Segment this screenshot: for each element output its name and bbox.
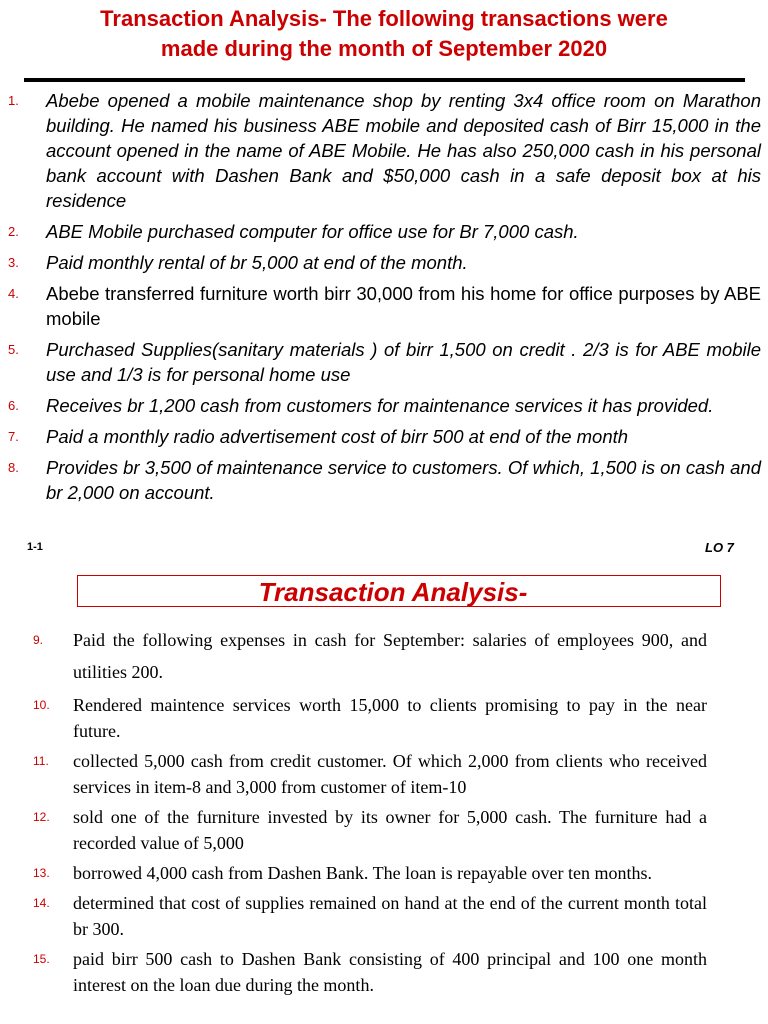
list-item (0, 804, 768, 856)
transaction-list-1 (0, 88, 768, 511)
item-number: 1. (8, 93, 19, 108)
list-item (0, 455, 768, 505)
list-item (0, 624, 768, 688)
item-text: determined that cost of supplies remained on hand at the end of the current month total br 300. (73, 893, 707, 939)
list-item (0, 748, 768, 800)
learning-objective-label: LO 7 (705, 540, 734, 555)
item-text: sold one of the furniture invested by its owner for 5,000 cash. The furniture had a recorded value of 5,000 (73, 807, 707, 853)
item-number: 14. (33, 896, 50, 910)
title-divider (24, 78, 745, 82)
item-text: Rendered maintence services worth 15,000 to clients promising to pay in the near future. (73, 695, 707, 741)
item-text: Purchased Supplies(sanitary materials ) of birr 1,500 on credit . 2/3 is for ABE mobile use and 1/3 is for personal home use (46, 339, 761, 385)
slide-number: 1-1 (27, 541, 43, 553)
list-item (0, 88, 768, 213)
item-number: 9. (33, 633, 44, 647)
item-number: 5. (8, 342, 19, 357)
page-title (0, 4, 768, 64)
item-number: 11. (33, 754, 49, 768)
page-title-line2: made during the month of September 2020 (160, 36, 608, 61)
item-text: Abebe opened a mobile maintenance shop by renting 3x4 office room on Marathon building. He named his business ABE mobile and deposited cash of Birr 15,000 in the account opened in the name of ABE Mobile. He has also 250,000 cash in his personal bank account with Dashen Bank and $50,000 cash in a safe deposit box at his residence (46, 90, 761, 211)
item-number: 13. (33, 866, 50, 880)
list-item (0, 281, 768, 331)
list-item (0, 860, 768, 886)
item-number: 12. (33, 810, 50, 824)
item-number: 10. (33, 698, 50, 712)
list-item (0, 393, 768, 418)
list-item (0, 219, 768, 244)
item-number: 15. (33, 952, 50, 966)
item-text: borrowed 4,000 cash from Dashen Bank. The loan is repayable over ten months. (73, 863, 653, 883)
item-text: collected 5,000 cash from credit customer. Of which 2,000 from clients who received services in item-8 and 3,000 from customer of item-10 (73, 751, 707, 797)
item-number: 6. (8, 398, 19, 413)
item-text: Receives br 1,200 cash from customers for maintenance services it has provided. (46, 395, 714, 416)
item-number: 7. (8, 429, 19, 444)
item-text: paid birr 500 cash to Dashen Bank consisting of 400 principal and 100 one month interest on the loan due during the month. (73, 949, 707, 995)
transaction-list-2 (0, 624, 768, 1002)
section-title: Transaction Analysis- (258, 577, 528, 607)
item-text: Abebe transferred furniture worth birr 30,000 from his home for office purposes by ABE mobile (46, 283, 761, 329)
section-title-box (77, 575, 721, 607)
page-title-line1: Transaction Analysis- The following transactions were (100, 6, 668, 31)
list-item (0, 890, 768, 942)
list-item (0, 692, 768, 744)
list-item (0, 250, 768, 275)
item-number: 8. (8, 460, 19, 475)
item-number: 4. (8, 286, 19, 301)
list-item (0, 946, 768, 998)
item-text: Paid the following expenses in cash for September: salaries of employees 900, and utilities 200. (73, 630, 707, 682)
list-item (0, 424, 768, 449)
item-text: ABE Mobile purchased computer for office use for Br 7,000 cash. (46, 221, 579, 242)
item-text: Paid a monthly radio advertisement cost of birr 500 at end of the month (46, 426, 629, 447)
item-number: 2. (8, 224, 19, 239)
list-item (0, 337, 768, 387)
item-text: Paid monthly rental of br 5,000 at end of the month. (46, 252, 468, 273)
item-number: 3. (8, 255, 19, 270)
item-text: Provides br 3,500 of maintenance service to customers. Of which, 1,500 is on cash and br 2,000 on account. (46, 457, 761, 503)
